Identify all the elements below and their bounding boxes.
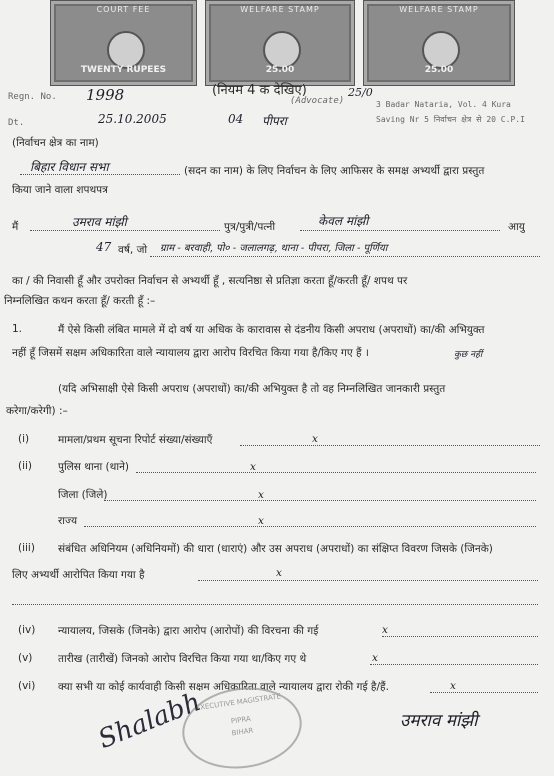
item-iv-label: न्यायालय, जिसके (जिनके) द्वारा आरोप (आरोपों) की विरचना की गई [58,625,319,637]
state-mark: x [258,515,264,527]
candidate-line4: निम्नलिखित कथन करता हूँ/ करती हूँ :– [4,295,156,307]
intro-text-2: किया जाने वाला शपथपत्र [12,184,108,196]
para2-line1: (यदि अभिसाक्षी ऐसे किसी अपराध (अपराधों) का/की अभियुक्त है तो वह निम्नलिखित जानकारी प्रस्तुत [58,383,446,395]
item-vi-num: (vi) [18,680,36,692]
constituency-caption: (निर्वाचन क्षेत्र का नाम) [12,137,99,149]
item-i-num: (i) [18,433,30,445]
item-iii-line2: लिए अभ्यर्थी आरोपित किया गया है [12,569,145,581]
item-v-mark: x [372,652,378,664]
candidate-prefix: मैं [12,221,19,233]
father-name: केवल मांझी [318,214,369,228]
item-i-mark: x [312,433,318,445]
item-v-line [370,664,538,665]
name-line [30,230,220,231]
item-ii-line [136,472,536,473]
deponent-signature: उमराव मांझी [400,711,478,731]
para2-line2: करेगा/करेगी) :– [6,405,68,417]
item-iv-line [382,636,538,637]
regn-date: 25.10.2005 [98,112,167,126]
advocate-label: (Advocate) [290,96,345,106]
stamp-right-line2: Saving Nr 5 निर्वाचन क्षेत्र से 20 C.P.I [376,115,525,124]
state-line [84,526,536,527]
date-label: Dt. [8,118,25,128]
item-iii-num: (iii) [18,542,35,554]
district-mark: x [258,489,264,501]
item-iii-line1: संबंधित अधिनियम (अधिनियमों) की धारा (धाराएं) और उस अपराध (अपराधों) का संक्षिप्त विवरण जिसके (जिनके) [58,543,493,555]
seal-line2: PIPRA [230,714,252,726]
candidate-line3: का / की निवासी हूँ और उपरोक्त निर्वाचन से अभ्यर्थी हूँ , सत्यनिष्ठा से प्रतिज्ञा करता हूँ/करती हूँ/ शपथ पर [12,275,408,287]
item-v-num: (v) [18,652,33,664]
para1-num: 1. [12,323,23,335]
seal-line1: EXECUTIVE MAGISTRATE [195,692,282,713]
constituency-line [20,174,180,175]
item-iii-mark: x [276,567,282,579]
regn-label: Regn. No. [8,92,57,102]
stamp-right-line1: 3 Badar Nataria, Vol. 4 Kura [376,100,511,109]
constituency-value: बिहार विधान सभा [30,160,109,174]
item-iv-mark: x [382,624,388,636]
item-iii-line-b [12,604,538,605]
welfare-stamp-1: WELFARE STAMP 25.00 [205,0,355,86]
age-value: 47 [96,240,112,254]
para1-line1: मैं ऐसे किसी लंबित मामले में दो वर्ष या अधिक के कारावास से दंडनीय किसी अपराध (अपराधों) का/की अभियुक्त [58,324,485,336]
candidate-name: उमराव मांझी [72,215,127,229]
item-vi-mark: x [450,680,456,692]
emblem-icon [107,31,145,69]
item-iv-num: (iv) [18,624,36,636]
father-line [300,230,500,231]
item-v-label: तारीख (तारीखें) जिनको आरोप विरचित किया गया था/किए गए थे [58,653,307,665]
item-i-line [240,445,540,446]
officer-signature: Shalabh [94,687,205,755]
para1-line2: नहीं हूँ जिसमें सक्षम अधिकारिता वाले न्यायालय द्वारा आरोप विरचित किया गया है/किए गए हैं । [12,347,369,359]
district-line [104,500,536,501]
item-vi-line [430,692,538,693]
item-ii-mark: x [250,461,256,473]
emblem-icon [263,31,301,69]
district-label: जिला (जिले) [58,489,108,501]
item-iii-line-a [198,580,538,581]
court-fee-stamp: COURT FEE TWENTY RUPEES [50,0,197,86]
address-value: ग्राम - बरवाही, पो० - जलालगढ़, थाना - पीपरा, जिला - पूर्णिया [160,243,388,254]
address-line [150,256,540,257]
item-i-label: मामला/प्रथम सूचना रिपोर्ट संख्या/संख्याएँ [58,434,213,446]
num-04: 04 [228,112,244,126]
item-ii-label: पुलिस थाना (थाने) [58,461,130,473]
para1-note: कुछ नहीं [454,350,483,360]
regn-number: 1998 [86,86,125,104]
item-ii-num: (ii) [18,460,33,472]
age-label: आयु [508,221,525,233]
address-prefix: वर्ष, जो [118,244,148,256]
page-title: (नियम 4 क देखिए) [212,83,307,98]
state-label: राज्य [58,515,78,527]
relation-label: पुत्र/पुत्री/पत्नी [224,221,276,233]
intro-text: (सदन का नाम) के लिए निर्वाचन के लिए आफिसर के समक्ष अभ्यर्थी द्वारा प्रस्तुत [184,165,485,177]
amount: 25/0 [348,86,373,99]
welfare-stamp-2: WELFARE STAMP 25.00 [363,0,515,86]
place: पीपरा [262,114,287,128]
item-vi-label: क्या सभी या कोई कार्यवाही किसी सक्षम अधिकारिता वाले न्यायालय द्वारा रोकी गई है/हैं. [58,681,389,693]
emblem-icon [422,31,460,69]
seal-line3: BIHAR [231,726,254,738]
